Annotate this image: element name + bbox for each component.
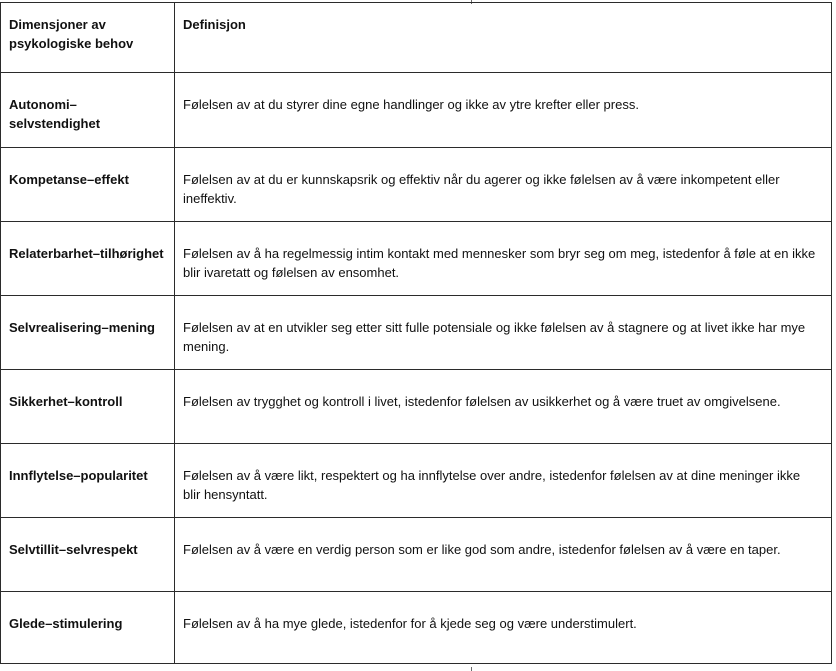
- table-row: [1, 370, 832, 444]
- definition-cell: Følelsen av trygghet og kontroll i livet, istedenfor følelsen av usikkerhet og å være truet av omgivelsene.: [175, 370, 832, 444]
- dimension-cell: Kompetanse–effekt: [1, 148, 175, 222]
- table-row: [1, 73, 832, 148]
- table-row: [1, 222, 832, 296]
- dimension-cell: Selvtillit–selvrespekt: [1, 518, 175, 592]
- table-row: [1, 592, 832, 664]
- dimension-cell: Glede–stimulering: [1, 592, 175, 664]
- definition-cell: Følelsen av å være likt, respektert og ha innflytelse over andre, istedenfor følelsen av at dine meninger ikke blir hensyntatt.: [175, 444, 832, 518]
- definition-cell: Følelsen av å ha regelmessig intim kontakt med mennesker som bryr seg om meg, istedenfor å føle at en ikke blir ivaretatt og følelsen av ensomhet.: [175, 222, 832, 296]
- table-row: [1, 518, 832, 592]
- page-crop-mark-bottom: [471, 667, 472, 671]
- psychological-needs-table: [0, 2, 832, 664]
- table-row: [1, 444, 832, 518]
- dimension-cell: Innflytelse–popularitet: [1, 444, 175, 518]
- column-header-definition: Definisjon: [175, 3, 832, 73]
- definition-cell: Følelsen av at du er kunnskapsrik og effektiv når du agerer og ikke følelsen av å være inkompetent eller ineffektiv.: [175, 148, 832, 222]
- table-row: [1, 148, 832, 222]
- table-row: [1, 296, 832, 370]
- definition-cell: Følelsen av å ha mye glede, istedenfor for å kjede seg og være understimulert.: [175, 592, 832, 664]
- definition-cell: Følelsen av at du styrer dine egne handlinger og ikke av ytre krefter eller press.: [175, 73, 832, 148]
- column-header-dimension: Dimensjoner av psykologiske behov: [1, 3, 175, 73]
- dimension-cell: Sikkerhet–kontroll: [1, 370, 175, 444]
- definition-cell: Følelsen av å være en verdig person som er like god som andre, istedenfor følelsen av å være en taper.: [175, 518, 832, 592]
- dimension-cell: Relaterbarhet–tilhørighet: [1, 222, 175, 296]
- table-header-row: [1, 3, 832, 73]
- definition-cell: Følelsen av at en utvikler seg etter sitt fulle potensiale og ikke følelsen av å stagnere og at livet ikke har mye mening.: [175, 296, 832, 370]
- dimension-cell: Selvrealisering–mening: [1, 296, 175, 370]
- dimension-cell: Autonomi–selvstendighet: [1, 73, 175, 148]
